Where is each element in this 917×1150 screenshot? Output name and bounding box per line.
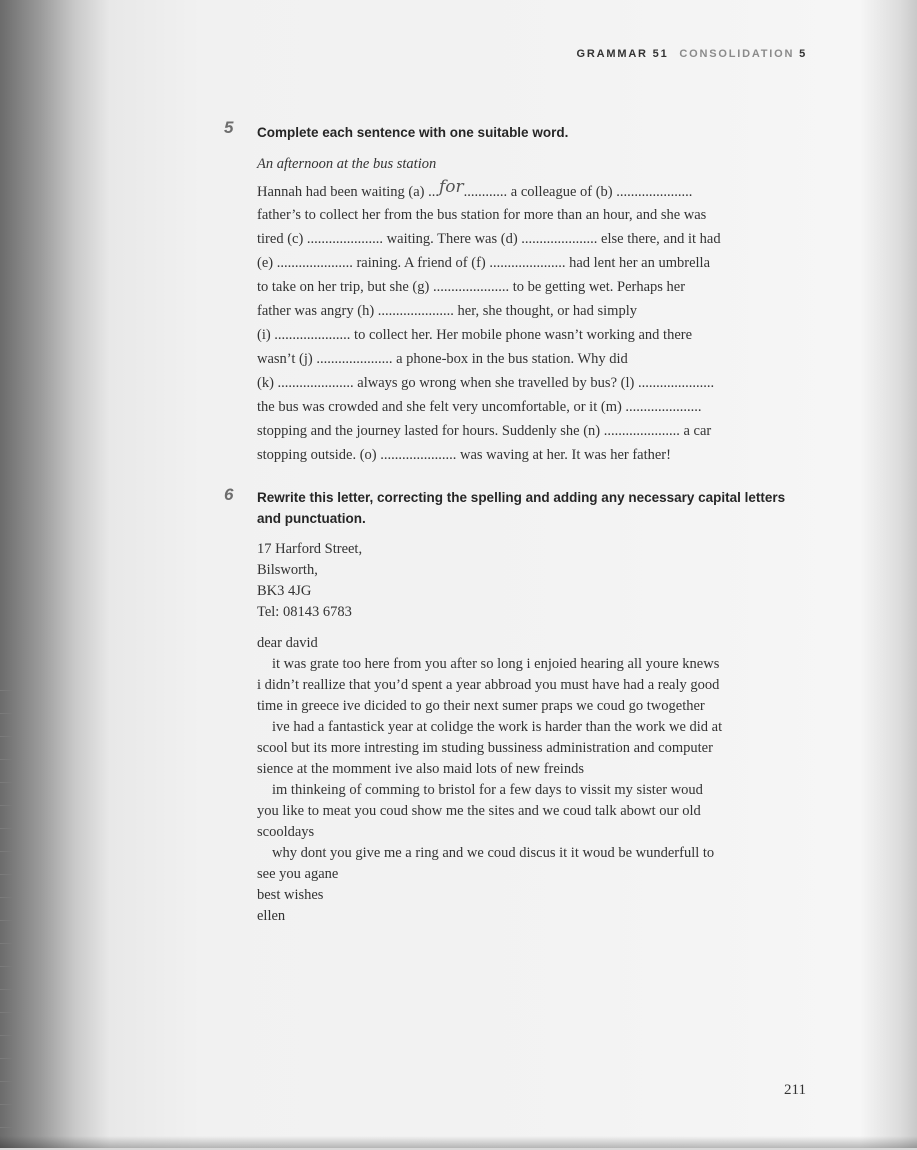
- passage-line: stopping outside. (o) ..................... was waving at her. It was her father!: [257, 447, 671, 463]
- address-line: BK3 4JG: [257, 583, 312, 599]
- passage-line: father was angry (h) ..................... her, she thought, or had simply: [257, 303, 637, 319]
- header-grammar: GRAMMAR 51: [576, 48, 669, 60]
- passage-line: (k) ..................... always go wrong when she travelled by bus? (l) .....................: [257, 375, 715, 391]
- letter-line: sience at the momment ive also maid lots of new freinds: [257, 761, 584, 777]
- passage-line: wasn’t (j) ..................... a phone-box in the bus station. Why did: [257, 351, 628, 367]
- passage-line: tired (c) ..................... waiting. There was (d) ..................... else there, and it had: [257, 231, 721, 247]
- passage-line: father’s to collect her from the bus station for more than an hour, and she was: [257, 207, 707, 223]
- running-header: [577, 48, 807, 60]
- exercise-5-number: 5: [224, 118, 234, 137]
- exercise-5-passage: [257, 179, 817, 467]
- letter-body: [257, 633, 817, 927]
- passage-line: the bus was crowded and she felt very uncomfortable, or it (m) .....................: [257, 399, 702, 415]
- page-edge-marks: [0, 690, 12, 1150]
- passage-text: Hannah had been waiting (a) ...: [257, 184, 439, 200]
- header-consolidation: CONSOLIDATION: [679, 48, 795, 60]
- letter-line: time in greece ive dicided to go their next sumer praps we coud go twogether: [257, 698, 705, 714]
- exercise-6-instruction: Rewrite this letter, correcting the spelling and adding any necessary capital letters and punctuation.: [257, 490, 786, 526]
- letter-line: best wishes: [257, 887, 324, 903]
- passage-line: [257, 179, 817, 203]
- passage-line: (i) ..................... to collect her. Her mobile phone wasn’t working and there: [257, 327, 693, 343]
- address-line: 17 Harford Street,: [257, 541, 363, 557]
- passage-line: to take on her trip, but she (g) ..................... to be getting wet. Perhaps her: [257, 279, 686, 295]
- letter-line: see you agane: [257, 866, 339, 882]
- header-consolidation-number: 5: [799, 48, 807, 60]
- passage-line: stopping and the journey lasted for hours. Suddenly she (n) ..................... a car: [257, 423, 712, 439]
- exercise-6-number: 6: [224, 485, 234, 504]
- letter-line: dear david: [257, 635, 318, 651]
- address-line: Tel: 08143 6783: [257, 604, 352, 620]
- page-number: 211: [784, 1082, 806, 1098]
- passage-text: ............ a colleague of (b) .....................: [463, 184, 693, 200]
- passage-line: (e) ..................... raining. A friend of (f) ..................... had lent her an umbrella: [257, 255, 711, 271]
- letter-line: ellen: [257, 908, 286, 924]
- exercise-5-instruction: Complete each sentence with one suitable word.: [257, 125, 569, 140]
- passage-subtitle: An afternoon at the bus station: [257, 156, 437, 172]
- letter-line: scooldays: [257, 824, 315, 840]
- letter-line: it was grate too here from you after so long i enjoied hearing all youre knews: [272, 656, 720, 672]
- page-shadow: [0, 1136, 917, 1148]
- letter-line: you like to meat you coud show me the sites and we coud talk abowt our old: [257, 803, 701, 819]
- letter-line: why dont you give me a ring and we coud discus it it woud be wunderfull to: [272, 845, 715, 861]
- letter-line: ive had a fantastick year at colidge the work is harder than the work we did at: [272, 719, 723, 735]
- letter-line: i didn’t reallize that you’d spent a year abbroad you must have had a realy good: [257, 677, 720, 693]
- letter-line: im thinkeing of comming to bristol for a few days to vissit my sister woud: [272, 782, 703, 798]
- handwritten-answer: for: [439, 177, 464, 197]
- address-line: Bilsworth,: [257, 562, 318, 578]
- letter-address: [257, 539, 362, 623]
- letter-line: scool but its more intresting im studing bussiness administration and computer: [257, 740, 713, 756]
